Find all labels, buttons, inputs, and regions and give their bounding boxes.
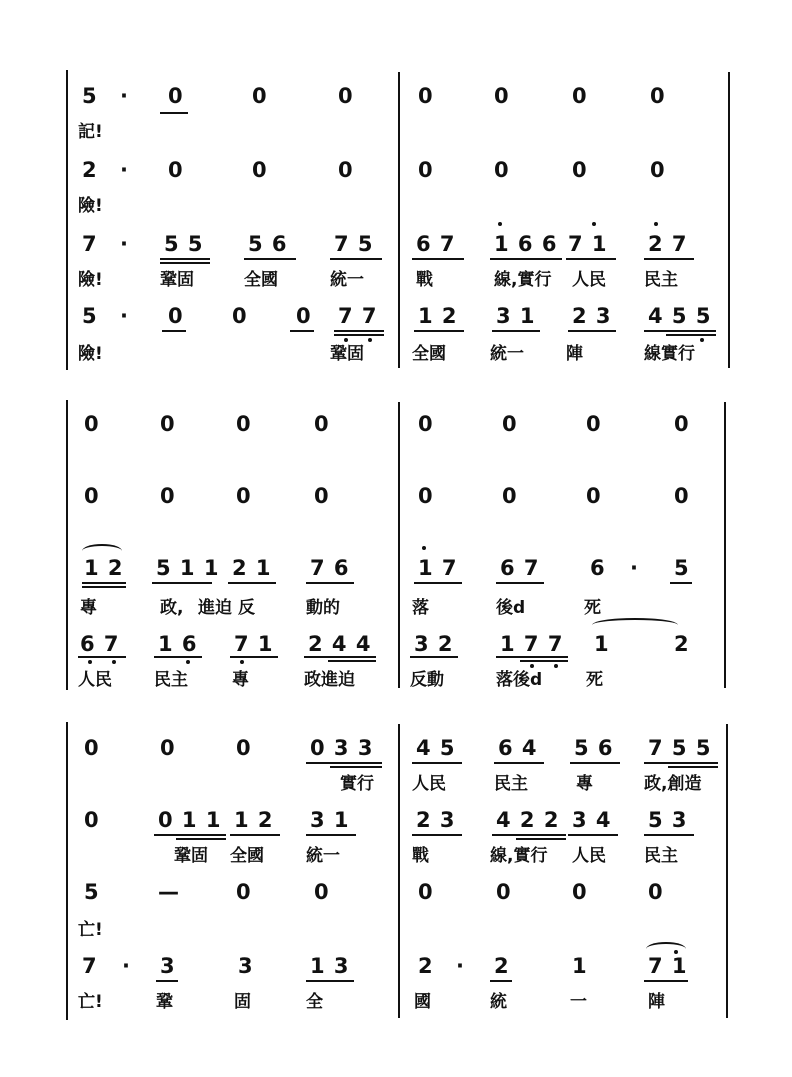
lyric: 死 xyxy=(586,670,603,690)
note: 2 7 xyxy=(648,232,688,256)
underline xyxy=(328,660,376,662)
note: 7 xyxy=(82,954,98,978)
lyric: 人民 xyxy=(412,774,446,794)
note: 0 xyxy=(168,304,184,328)
note: · xyxy=(120,304,129,328)
lyric: 戰 xyxy=(416,270,433,290)
underline xyxy=(228,582,276,584)
note: 0 xyxy=(586,412,602,436)
note: 0 xyxy=(314,412,330,436)
note: · xyxy=(630,556,639,580)
note: 0 xyxy=(418,84,434,108)
lyric: 全國 xyxy=(244,270,278,290)
note: 5 3 xyxy=(648,808,688,832)
note: 5 xyxy=(82,84,98,108)
underline xyxy=(644,834,694,836)
underline xyxy=(330,258,382,260)
underline xyxy=(162,330,186,332)
underline xyxy=(670,582,692,584)
underline xyxy=(306,980,354,982)
note: 0 xyxy=(236,736,252,760)
lyric: 反 xyxy=(238,598,255,618)
lyric: 人民 xyxy=(572,270,606,290)
underline xyxy=(160,262,210,264)
underline xyxy=(230,834,280,836)
note: 0 1 1 xyxy=(158,808,222,832)
note: 1 xyxy=(594,632,610,656)
note: 2 xyxy=(82,158,98,182)
note: 0 xyxy=(648,880,664,904)
lyric: 固 xyxy=(234,992,251,1012)
lyric: 民主 xyxy=(644,270,678,290)
underline xyxy=(78,656,126,658)
note: 0 xyxy=(572,84,588,108)
note: 0 xyxy=(650,158,666,182)
note: 1 6 xyxy=(158,632,198,656)
underline xyxy=(330,766,382,768)
note: 0 xyxy=(84,808,100,832)
underline xyxy=(412,258,464,260)
note: 0 xyxy=(674,484,690,508)
octave-dot xyxy=(554,664,558,668)
note: 0 3 3 xyxy=(310,736,374,760)
underline xyxy=(568,834,618,836)
underline xyxy=(290,330,314,332)
note: · xyxy=(120,84,129,108)
lyric: 全國 xyxy=(412,344,446,364)
lyric: 實行 xyxy=(340,774,374,794)
underline xyxy=(230,656,278,658)
note: · xyxy=(456,954,465,978)
note: 2 xyxy=(494,954,510,978)
octave-dot xyxy=(186,660,190,664)
lyric: 落後d xyxy=(496,670,543,690)
underline xyxy=(644,330,716,332)
underline xyxy=(414,582,462,584)
note: 2 4 4 xyxy=(308,632,372,656)
lyric: 線實行 xyxy=(644,344,695,364)
note: 2 3 xyxy=(572,304,612,328)
octave-dot xyxy=(240,660,244,664)
underline xyxy=(412,834,462,836)
underline xyxy=(152,582,212,584)
lyric: 動的 xyxy=(306,598,340,618)
underline xyxy=(496,656,568,658)
underline xyxy=(490,980,512,982)
lyric: 專 xyxy=(576,774,593,794)
note: 3 1 xyxy=(310,808,350,832)
note: 0 xyxy=(674,412,690,436)
underline xyxy=(306,762,382,764)
lyric: 人民 xyxy=(78,670,112,690)
lyric: 鞏固 xyxy=(160,270,194,290)
note: 3 4 xyxy=(572,808,612,832)
lyric: 民主 xyxy=(154,670,188,690)
note: 0 xyxy=(232,304,248,328)
underline xyxy=(516,838,566,840)
note: 7 7 xyxy=(338,304,378,328)
lyric: 險! xyxy=(78,270,103,290)
system-2-barline-end xyxy=(724,402,726,688)
note: — xyxy=(158,880,180,904)
underline xyxy=(414,330,464,332)
lyric: 陣 xyxy=(566,344,583,364)
note: 2 3 xyxy=(416,808,456,832)
note: 3 2 xyxy=(414,632,454,656)
note: · xyxy=(122,954,131,978)
note: 0 xyxy=(84,412,100,436)
note: 1 7 xyxy=(418,556,458,580)
note: 0 xyxy=(418,158,434,182)
note: 7 5 5 xyxy=(648,736,712,760)
note: 0 xyxy=(338,158,354,182)
note: 7 1 xyxy=(568,232,608,256)
octave-dot xyxy=(592,222,596,226)
note: 2 xyxy=(674,632,690,656)
note: 0 xyxy=(160,412,176,436)
lyric: 全 xyxy=(306,992,323,1012)
system-2-brace xyxy=(66,400,68,690)
underline xyxy=(160,258,210,260)
note: 1 7 7 xyxy=(500,632,564,656)
lyric: 戰 xyxy=(412,846,429,866)
octave-dot xyxy=(674,950,678,954)
note: 0 xyxy=(236,484,252,508)
underline xyxy=(568,330,616,332)
note: 6 7 xyxy=(80,632,120,656)
lyric: 險! xyxy=(78,344,103,364)
underline xyxy=(666,334,716,336)
underline xyxy=(160,112,188,114)
lyric: 專 xyxy=(80,598,97,618)
underline xyxy=(570,762,620,764)
note: 0 xyxy=(252,158,268,182)
note: 1 2 xyxy=(418,304,458,328)
lyric: 進迫 xyxy=(198,598,232,618)
underline xyxy=(494,762,544,764)
note: 0 xyxy=(496,880,512,904)
note: 0 xyxy=(168,84,184,108)
octave-dot xyxy=(654,222,658,226)
system-3-barline-mid xyxy=(398,724,400,1018)
underline xyxy=(304,656,376,658)
note: 5 5 xyxy=(164,232,204,256)
note: 5 1 1 xyxy=(156,556,220,580)
note: 3 xyxy=(160,954,176,978)
note: 7 xyxy=(82,232,98,256)
note: 4 5 5 xyxy=(648,304,712,328)
lyric: 專 xyxy=(232,670,249,690)
octave-dot xyxy=(368,338,372,342)
note: 1 3 xyxy=(310,954,350,978)
underline xyxy=(520,660,568,662)
octave-dot xyxy=(498,222,502,226)
note: 1 6 6 xyxy=(494,232,558,256)
note: 5 xyxy=(84,880,100,904)
lyric: 記! xyxy=(78,122,103,142)
note: 0 xyxy=(84,736,100,760)
octave-dot xyxy=(88,660,92,664)
underline xyxy=(306,834,356,836)
system-1-brace xyxy=(66,70,68,370)
lyric: 死 xyxy=(584,598,601,618)
lyric: 鞏固 xyxy=(174,846,208,866)
system-1-barline-mid xyxy=(398,72,400,368)
octave-dot xyxy=(422,546,426,550)
note: 0 xyxy=(252,84,268,108)
system-3-brace xyxy=(66,722,68,1020)
underline xyxy=(496,582,544,584)
underline xyxy=(410,656,458,658)
lyric: 統一 xyxy=(490,344,524,364)
note: 4 5 xyxy=(416,736,456,760)
lyric: 鞏 xyxy=(156,992,173,1012)
lyric: 陣 xyxy=(648,992,665,1012)
note: · xyxy=(120,232,129,256)
note: 0 xyxy=(160,736,176,760)
underline xyxy=(334,330,384,332)
note: 0 xyxy=(418,880,434,904)
note: 6 4 xyxy=(498,736,538,760)
note: 1 2 xyxy=(84,556,124,580)
underline xyxy=(82,586,126,588)
lyric: 全國 xyxy=(230,846,264,866)
note: 7 6 xyxy=(310,556,350,580)
note: 0 xyxy=(236,880,252,904)
lyric: 落 xyxy=(412,598,429,618)
note: 7 1 xyxy=(648,954,688,978)
underline xyxy=(492,834,566,836)
note: 3 1 xyxy=(496,304,536,328)
note: 0 xyxy=(418,484,434,508)
underline xyxy=(176,838,226,840)
note: 7 5 xyxy=(334,232,374,256)
note: 6 7 xyxy=(500,556,540,580)
note: 5 6 xyxy=(574,736,614,760)
note: 0 xyxy=(418,412,434,436)
system-2-barline-mid xyxy=(398,402,400,688)
lyric: 反動 xyxy=(410,670,444,690)
note: 0 xyxy=(84,484,100,508)
lyric: 統一 xyxy=(330,270,364,290)
lyric: 後d xyxy=(496,598,526,618)
underline xyxy=(154,834,226,836)
lyric: 險! xyxy=(78,196,103,216)
note: 0 xyxy=(338,84,354,108)
lyric: 亡! xyxy=(78,992,103,1012)
system-3-barline-end xyxy=(726,724,728,1018)
note: 1 2 xyxy=(234,808,274,832)
octave-dot xyxy=(344,338,348,342)
lyric: 一 xyxy=(570,992,587,1012)
lyric: 統一 xyxy=(306,846,340,866)
note: 0 xyxy=(168,158,184,182)
note: 7 1 xyxy=(234,632,274,656)
tie xyxy=(592,618,678,632)
note: 1 xyxy=(572,954,588,978)
underline xyxy=(156,980,178,982)
note: 0 xyxy=(502,484,518,508)
note: 0 xyxy=(160,484,176,508)
underline xyxy=(154,656,202,658)
note: 0 xyxy=(296,304,312,328)
note: 0 xyxy=(314,880,330,904)
underline xyxy=(566,258,616,260)
octave-dot xyxy=(700,338,704,342)
note: 4 2 2 xyxy=(496,808,560,832)
underline xyxy=(668,766,718,768)
underline xyxy=(644,980,688,982)
lyric: 鞏固 xyxy=(330,344,364,364)
lyric: 線,實行 xyxy=(494,270,552,290)
underline xyxy=(490,258,562,260)
note: 0 xyxy=(502,412,518,436)
note: 0 xyxy=(572,158,588,182)
note: 0 xyxy=(236,412,252,436)
lyric: 人民 xyxy=(572,846,606,866)
lyric: 民主 xyxy=(644,846,678,866)
lyric: 政, xyxy=(160,598,184,618)
octave-dot xyxy=(112,660,116,664)
note: 0 xyxy=(494,84,510,108)
underline xyxy=(244,258,296,260)
underline xyxy=(412,762,462,764)
note: 0 xyxy=(650,84,666,108)
lyric: 政進迫 xyxy=(304,670,355,690)
lyric: 國 xyxy=(414,992,431,1012)
lyric: 亡! xyxy=(78,920,103,940)
lyric: 民主 xyxy=(494,774,528,794)
note: 5 6 xyxy=(248,232,288,256)
note: 0 xyxy=(586,484,602,508)
note: 5 xyxy=(82,304,98,328)
note: 6 7 xyxy=(416,232,456,256)
note: 0 xyxy=(572,880,588,904)
lyric: 線,實行 xyxy=(490,846,548,866)
note: 5 xyxy=(674,556,690,580)
note: 3 xyxy=(238,954,254,978)
note: 6 xyxy=(590,556,606,580)
lyric: 政,創造 xyxy=(644,774,702,794)
underline xyxy=(82,582,126,584)
underline xyxy=(492,330,540,332)
note: 2 xyxy=(418,954,434,978)
underline xyxy=(644,762,718,764)
note: 0 xyxy=(494,158,510,182)
octave-dot xyxy=(530,664,534,668)
underline xyxy=(334,334,384,336)
lyric: 統 xyxy=(490,992,507,1012)
note: 0 xyxy=(314,484,330,508)
system-1-barline-end xyxy=(728,72,730,368)
note: 2 1 xyxy=(232,556,272,580)
underline xyxy=(306,582,354,584)
note: · xyxy=(120,158,129,182)
underline xyxy=(644,258,694,260)
